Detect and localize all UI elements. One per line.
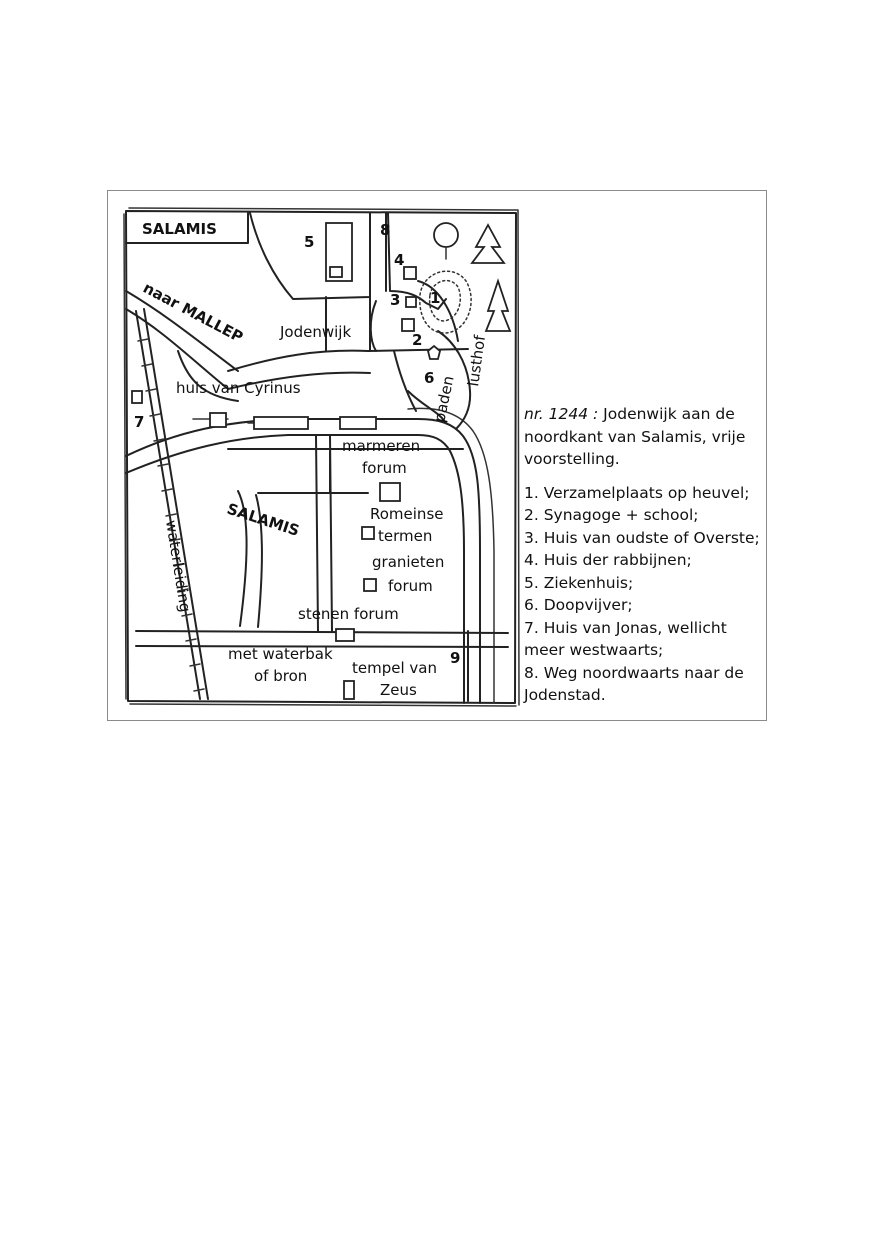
hill-gathering-place	[420, 271, 471, 333]
tree-icon	[434, 223, 458, 247]
zeus-label: Zeus	[380, 681, 417, 699]
granieten-forum-label: forum	[388, 577, 433, 595]
salamis-title-label: SALAMIS	[142, 220, 217, 238]
marker-4: 4	[394, 251, 405, 269]
synagoge-building	[402, 319, 414, 331]
termen-label: termen	[378, 527, 433, 545]
legend-item: 1. Verzamelplaats op heuvel;	[524, 483, 750, 502]
streets	[126, 213, 508, 703]
naar-mallep-label: naar MALLEP	[140, 278, 247, 347]
paden-label: paden	[430, 374, 458, 424]
romeinse-termen-building	[362, 527, 374, 539]
aqueduct	[136, 309, 208, 699]
overste-house	[406, 297, 416, 307]
legend-item: 4. Huis der rabbijnen;	[524, 551, 692, 569]
trees	[434, 223, 510, 331]
romeinse-label: Romeinse	[370, 505, 444, 523]
legend-item: 6. Doopvijver;	[524, 596, 633, 614]
granieten-forum-square	[364, 579, 376, 591]
rabbijnen-house	[404, 267, 416, 279]
marmeren-forum-square	[380, 483, 400, 501]
of-bron-label: of bron	[254, 667, 308, 685]
huis-van-cyrinus-label: huis van Cyrinus	[176, 379, 301, 397]
marmeren-label: marmeren	[342, 437, 421, 455]
tree-icon	[486, 281, 510, 331]
met-waterbak-label: met waterbak	[228, 645, 333, 663]
lusthof-label: lusthof	[464, 334, 490, 388]
legend-item: 3. Huis van oudste of Overste;	[524, 528, 760, 547]
stenen-forum-square	[336, 629, 354, 641]
legend-item: 5. Ziekenhuis;	[524, 573, 634, 592]
marker-6: 6	[424, 369, 435, 387]
map-caption	[524, 403, 764, 707]
doopvijver-pond	[428, 346, 440, 359]
stenen-forum-label: stenen forum	[298, 605, 399, 623]
jonas-house	[132, 391, 142, 403]
legend-item: 8. Weg noordwaarts naar de Jodenstad.	[524, 663, 744, 704]
granieten-label: granieten	[372, 553, 445, 571]
marmeren-forum-label: forum	[362, 459, 407, 477]
tree-icon	[472, 225, 504, 263]
caption-title-text: Jodenwijk aan de noordkant van Salamis, vrije voorstelling.	[524, 405, 746, 468]
legend-list	[524, 482, 764, 707]
marker-3: 3	[390, 291, 401, 309]
salamis-center-label: SALAMIS	[224, 499, 302, 540]
marker-8: 8	[380, 221, 391, 239]
marker-9: 9	[450, 649, 461, 667]
salamis-title-box	[126, 213, 248, 243]
caption-reference: nr. 1244 :	[524, 405, 599, 423]
map-figure-frame	[107, 190, 767, 721]
caption-title	[524, 403, 764, 471]
marker-1: 1	[430, 289, 441, 307]
legend-item: 7. Huis van Jonas, wellicht meer westwaarts;	[524, 618, 727, 659]
zeus-temple	[344, 681, 354, 699]
tempel-van-label: tempel van	[352, 659, 437, 677]
jodenwijk-label: Jodenwijk	[280, 323, 352, 341]
marker-7: 7	[134, 413, 145, 431]
marker-5: 5	[304, 233, 315, 251]
waterleiding-label: waterleiding	[162, 518, 195, 614]
legend-item: 2. Synagoge + school;	[524, 506, 699, 524]
marker-2: 2	[412, 331, 423, 349]
map-labels	[140, 279, 489, 699]
